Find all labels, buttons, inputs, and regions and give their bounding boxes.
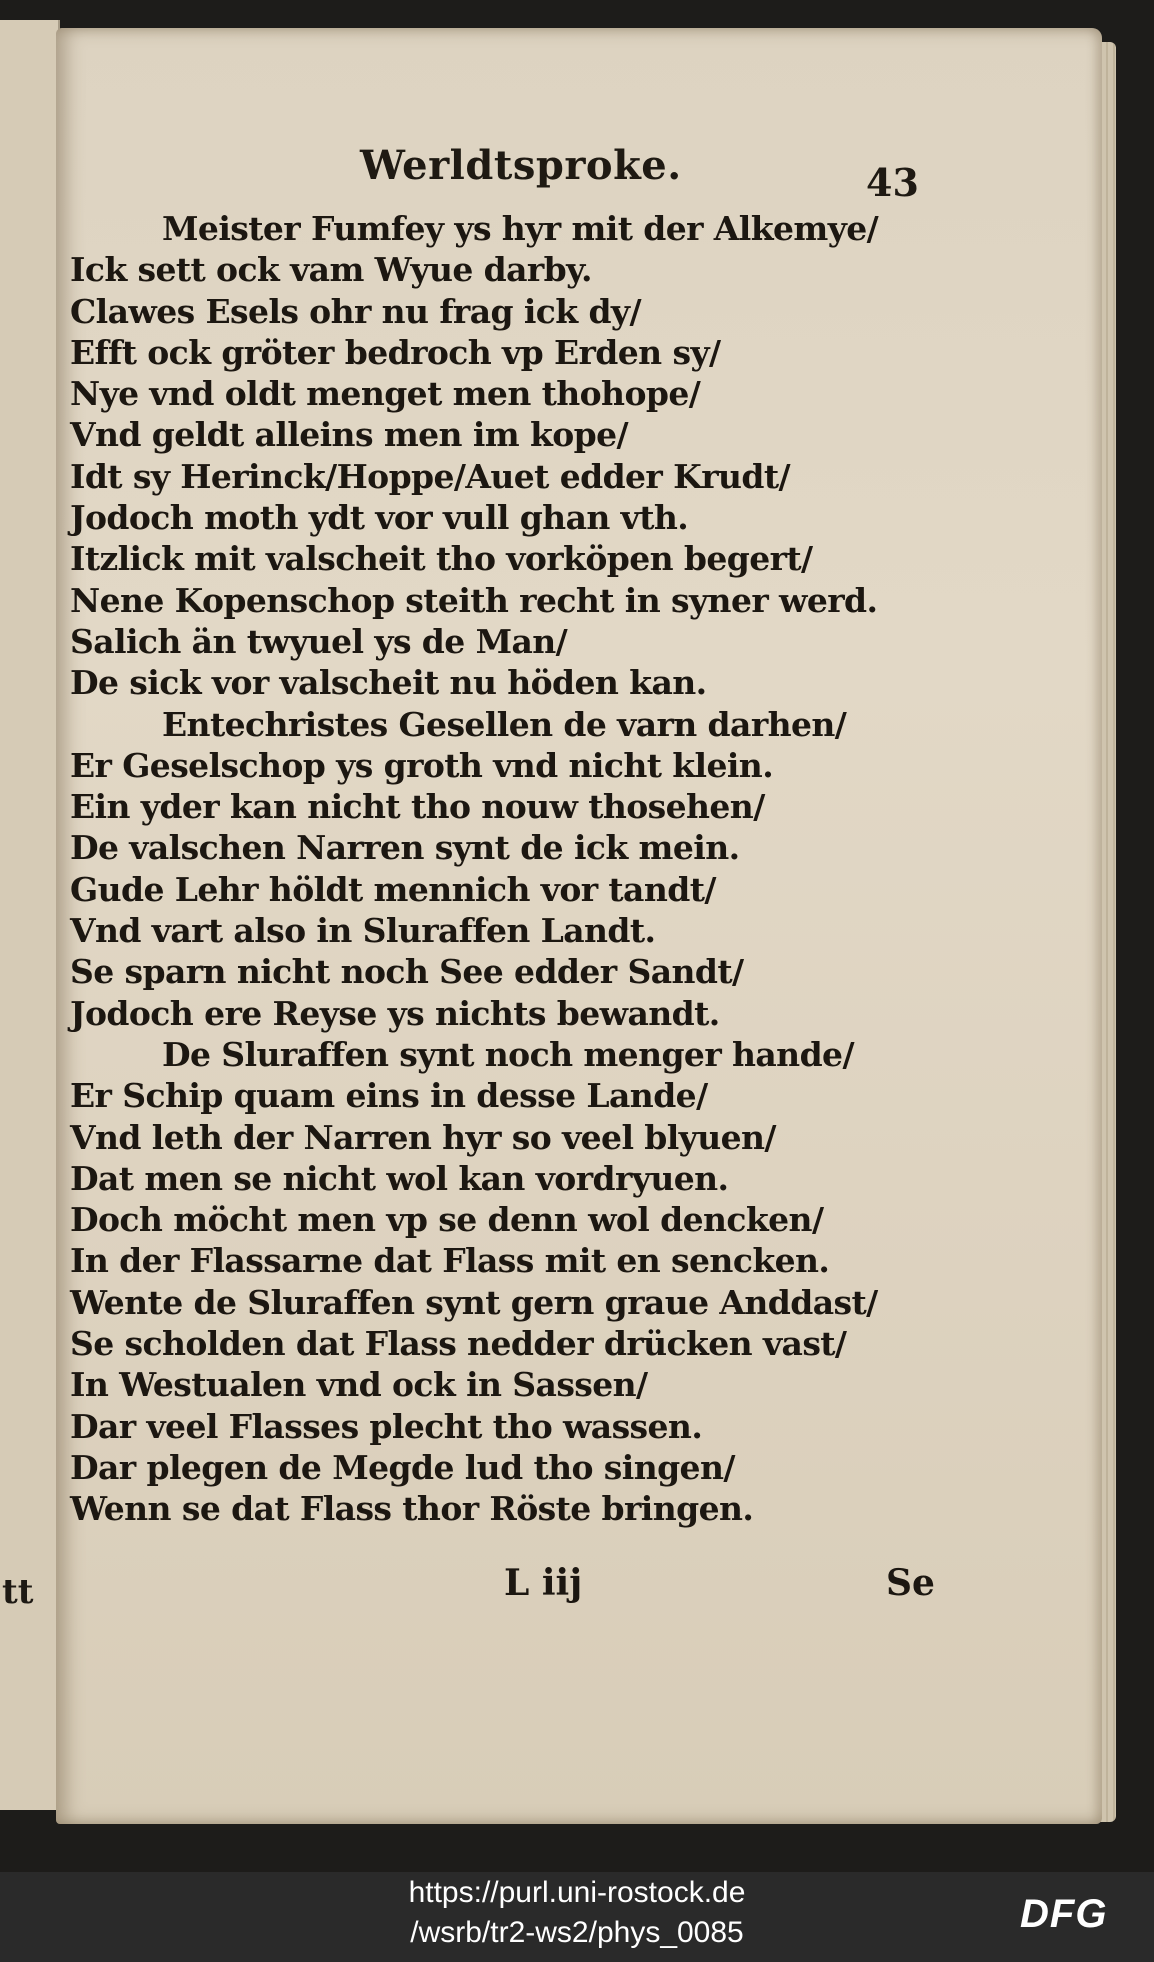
verse-line: De sick vor valscheit nu höden kan. — [70, 663, 707, 703]
verse-line: Entechristes Gesellen de varn darhen/ — [162, 704, 847, 744]
verse-line: Jodoch ere Reyse ys nichts bewandt. — [70, 993, 720, 1033]
verse-line: Dat men se nicht wol kan vordryuen. — [70, 1158, 729, 1198]
verse-line: Ein yder kan nicht tho nouw thosehen/ — [70, 787, 765, 827]
verse-line: Gude Lehr höldt mennich vor tandt/ — [70, 869, 716, 909]
verse-line: De Sluraffen synt noch menger hande/ — [162, 1034, 854, 1074]
verse-line: Idt sy Herinck/Hoppe/Auet edder Krudt/ — [70, 456, 790, 496]
verse-line: Wenn se dat Flass thor Röste bringen. — [70, 1489, 754, 1529]
verse-line: In der Flassarne dat Flass mit en sencken. — [70, 1241, 830, 1281]
page-number: 43 — [866, 160, 919, 205]
verse-text-block — [70, 208, 910, 1530]
verse-line: Salich än twyuel ys de Man/ — [70, 621, 568, 661]
signature-mark: L iij — [504, 1562, 583, 1604]
verse-line: Dar plegen de Megde lud tho singen/ — [70, 1447, 735, 1487]
verse-line: Efft ock gröter bedroch vp Erden sy/ — [70, 332, 721, 372]
verse-line: Er Schip quam eins in desse Lande/ — [70, 1076, 708, 1116]
permalink-line-1[interactable]: https://purl.uni-rostock.de — [408, 1876, 746, 1909]
running-head: Werldtsproke. — [360, 142, 682, 189]
verse-line: De valschen Narren synt de ick mein. — [70, 828, 740, 868]
verse-line: Itzlick mit valscheit tho vorköpen begert/ — [70, 539, 813, 579]
verse-line: Nye vnd oldt menget men thohope/ — [70, 374, 701, 414]
verse-line: Clawes Esels ohr nu frag ick dy/ — [70, 291, 641, 331]
verse-line: Dar veel Flasses plecht tho wassen. — [70, 1406, 703, 1446]
previous-page-edge — [0, 20, 60, 1810]
verse-line: Vnd geldt alleins men im kope/ — [70, 415, 628, 455]
dfg-logo: DFG — [1020, 1892, 1108, 1936]
verse-line: Vnd leth der Narren hyr so veel blyuen/ — [70, 1117, 776, 1157]
verse-line: In Westualen vnd ock in Sassen/ — [70, 1365, 648, 1405]
catchword: Se — [886, 1562, 935, 1604]
permalink-line-2[interactable]: /wsrb/tr2-ws2/phys_0085 — [410, 1916, 744, 1949]
verse-line: Er Geselschop ys groth vnd nicht klein. — [70, 745, 774, 785]
verse-line: Jodoch moth ydt vor vull ghan vth. — [70, 498, 689, 538]
verse-line: Doch möcht men vp se denn wol dencken/ — [70, 1200, 824, 1240]
verse-line: Vnd vart also in Sluraffen Landt. — [70, 911, 656, 951]
verse-line: Se scholden dat Flass nedder drücken vast/ — [70, 1324, 847, 1364]
verse-line: Ick sett ock vam Wyue darby. — [70, 250, 592, 290]
verse-line: Se sparn nicht noch See edder Sandt/ — [70, 952, 744, 992]
verse-line: Wente de Sluraffen synt gern graue Anddast/ — [70, 1282, 878, 1322]
verse-line: Nene Kopenschop steith recht in syner werd. — [70, 580, 878, 620]
verse-line: Meister Fumfey ys hyr mit der Alkemye/ — [162, 209, 879, 248]
previous-page-text-fragment: tt — [2, 1572, 34, 1612]
